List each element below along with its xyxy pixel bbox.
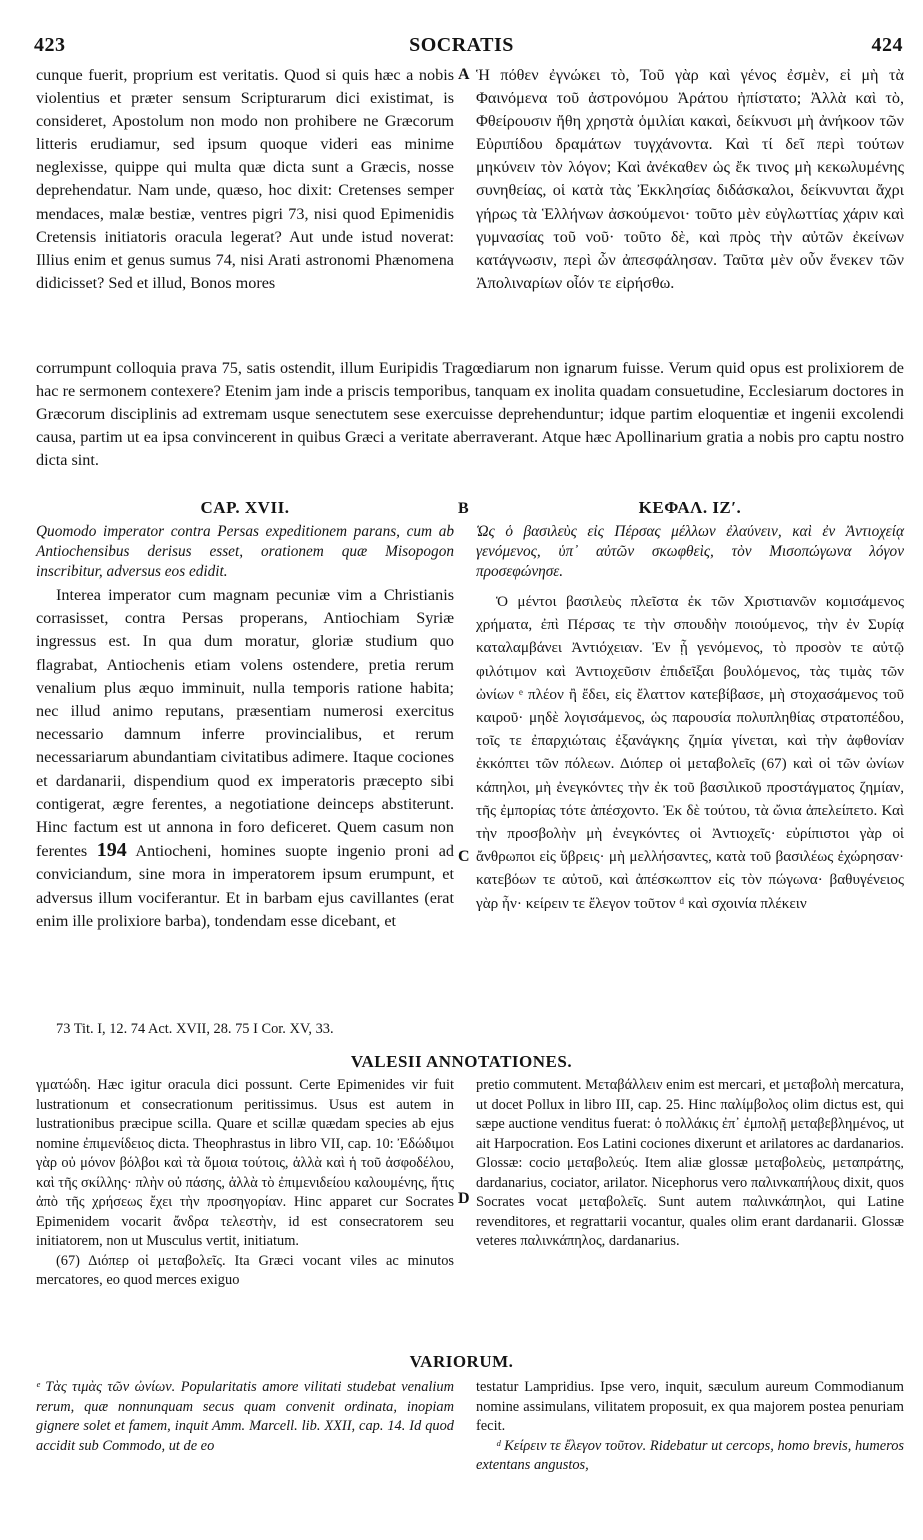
greek-chapter-text: Ὁ μέντοι βασιλεὺς πλεῖστα ἐκ τῶν Χριστιανῶν κομισάμενος χρήματα, ἐπὶ Πέρσας τε τὴν σπουδὴν ποιούμενος, τὴν ἐν Συρίᾳ καταλαμβάνει Ἀντιόχειαν. Ἐν ᾗ γενόμενος, τὸ προσὸν τε αὐτῷ φιλότιμον καὶ Ἀντιοχεῦσιν ἐπιδεῖξαι βουλόμενος, τὰς τιμὰς τῶν ὠνίων ᵉ πλέον ἢ ἔδει, εἰς ἔλαττον κατεβίβασε, μὴ στοχασάμενος τοῦ καιροῦ· μηδὲ λογισάμενος, ὡς παρουσία πολυπληθίας στρατοπέδου, τοῖς τε ἐπαρχιώταις ἐξανάγκης ζημία γίνεται, καὶ τὴν ἀφθονίαν ἐκκόπτει τῶν πόλεων. Διόπερ οἱ μεταβολεῖς (67) καὶ οἱ τῶν ὠνίων κάπηλοι, μὴ ἐνεγκόντες τὴν ἐκ τοῦ βασιλικοῦ προστάγματος ζημίαν, τῆς ἐμπορίας τότε ἀπέσχοντο. Ἐκ δὲ τούτου, τὰ ὤνια ἀπελείπετο. Καὶ τὴν προσβολὴν μὴ ἐνεγκόντες οἱ Ἀντιοχεῖς· εὐρίπιστοι γὰρ οἱ ἄνθρωποι εἰς ὕβρεις· μὴ μελλήσαντες, κατὰ τοῦ βασιλέως ἐχώρησαν· κατεβόων τε αὐτοῦ, καὶ ἀπέσκωπτον εἰς τὸν πώγωνα· βαθυγένειος γὰρ ἦν· κείρειν τε ἔλεγον τοῦτον ᵈ καὶ σχοινία πλέκειν bbox=[476, 593, 904, 912]
latin-full-text: corrumpunt colloquia prava 75, satis ostendit, illum Euripidis Tragœdiarum non ignarum fuisse. Verum quid opus est prolixiorem de hac re sermonem contexere? Etenim jam inde a priscis temporibus, tanquam ex inolita quadam consuetudine, Ecclesiarum doctores in Græcorum disciplinis ad extremam usque senectutem sese exercuisse deprehenduntur; idque partim eloquentiæ et ingenii excolendi causa, partim ut ea ipsa convincerent in quibus Græci a veritate aberraverant. Atque hæc Apollinarium gratia a nobis pro captu nostro dicta sint. bbox=[36, 359, 904, 470]
valesii-left-text: γματώδη. Hæc igitur oracula dici possunt. Certe Epimenides vir fuit lustrationum et consecrationum peritissimus. Usus est autem in lustrationibus præcipue scilla. Quare et scillæ quædam species ab ejus nomine ἐπιμενίδειος dicta. Theophrastus in libro VII, cap. 10: Ἐδώδιμοι γὰρ οὐ μόνον βόλβοι καὶ τὰ ὅμοια τούτοις, ἀλλὰ καὶ ἡ τοῦ ἀσφοδέλου, καὶ τῆς σκίλλης· πλὴν οὐ πάσης, ἀλλὰ τὸ ἐπιμενιδείου καλουμένης, ἥτις ἀπὸ τῆς χρήσεως ἔχει τὴν προσηγορίαν. Hinc apparet cur Socrates Epimenidem vocarit ἄνδρα τελεστὴν, id est consecratorem seu initiatorem, non ut Musculus vertit, initiatum. bbox=[36, 1077, 454, 1249]
variorum-left-text: ᵉ Τὰς τιμὰς τῶν ὠνίων. Popularitatis amore vilitati studebat venalium rerum, quæ nonnunquam secus quam convenit ordinata, inopiam gignere solet et famem, inquit Amm. Marcell. lib. XXII, cap. 14. Id quod accidit sub Commodo, ut de eo bbox=[36, 1379, 454, 1454]
variorum-left-column bbox=[36, 1378, 454, 1456]
greek-column-top bbox=[476, 64, 904, 295]
chapter-greek-heading: ΚΕΦΑΛ. ΙΖʹ. bbox=[638, 498, 742, 517]
greek-top-text: Ἡ πόθεν ἐγνώκει τὸ, Τοῦ γὰρ καὶ γένος ἐσμὲν, εἰ μὴ τὰ Φαινόμενα τοῦ ἀστρονόμου Ἀράτου ἠπίστατο; Ἀλλὰ καὶ τὸ, Φθείρουσιν ἤθη χρηστὰ ὁμιλίαι κακαὶ, δείκνυσι μὴ ἀνήκοον τῶν Εὐριπίδου δραμάτων τυγχάνοντα. Καὶ τί δεῖ περὶ τούτων μηκύνειν τὸν λόγον; Καὶ ἀνέκαθεν ὡς ἔκ τινος μὴ κεκωλυμένης συνηθείας, οἱ κατὰ τὰς Ἐκκλησίας διδάσκαλοι, δείκνυνται ἄχρι γήρως τὰ Ἑλλήνων ἀσκούμενοι· τοῦτο μὲν εὐγλωττίας χάριν καὶ γυμνασίας τοῦ νοῦ· τοῦτο δὲ, καὶ πρὸς τὴν αὐτῶν ἐκείνων κατάγνωσιν, περὶ ὧν ἀπεσφάλησαν. Ταῦτα μὲν οὖν ἕνεκεν τῶν Ἀπολιναρίων οἷόν τε εἰρήσθω. bbox=[476, 66, 904, 292]
valesii-right-column bbox=[476, 1076, 904, 1252]
valesii-heading: VALESII ANNOTATIONES. bbox=[350, 1052, 573, 1071]
left-page-number: 423 bbox=[34, 34, 66, 56]
valesii-left-note: (67) Διόπερ οἱ μεταβολεῖς. Ita Græci vocant viles ac minutos mercatores, eo quod merces exiguo bbox=[36, 1252, 454, 1288]
footnotes: 73 Tit. I, 12. 74 Act. XVII, 28. 75 I Cor. XV, 33. bbox=[56, 1021, 334, 1037]
greek-chapter bbox=[476, 522, 904, 915]
variorum-right-column bbox=[476, 1378, 904, 1476]
latin-top-text: cunque fuerit, proprium est veritatis. Quod si quis hæc a nobis violentius et præter sensum Scripturarum dici existimat, is consideret, Apostolum non modo non prohibere ne Græcorum litteris erudiamur, sed ipsum quoque videri eas minime neglexisse, quippe qui multa quæ dicta sunt a Græcis, nosse deprehendatur. Nam unde, quæso, hoc dixit: Cretenses semper mendaces, malæ bestiæ, ventres pigri 73, nisi quod Epimenidis Cretensis initiatoris oracula legerat? Aut unde istud noverat: Illius enim et genus sumus 74, nisi Arati astronomi Phænomena didicisset? Sed et illud, Bonos mores bbox=[36, 66, 454, 292]
running-title: SOCRATIS bbox=[409, 34, 514, 56]
latin-chapter-text: Interea imperator cum magnam pecuniæ vim a Christianis corrasisset, contra Persas properans, Antiochiam Syriæ ingressus est. In qua dum moratur, gloriæ studium quo flagrabat, Antiochenis etiam volens ostendere, pretia rerum venalium plus æquo imminuit, nulla temporis ratione habita; nec illud animo reputans, præsentiam numerosi exercitus necessario damnum inferre provincialibus, et rerum necessariarum abundantiam civitatibus adimere. Itaque cociones et dardanarii, dispendium quod ex imperatoris præcepto sibi contigerat, ægre ferentes, a negotiatione deinceps abstiterunt. Hinc factum est ut annona in foro deficeret. Quem casum non ferentes bbox=[36, 586, 454, 861]
marker-a: A bbox=[458, 66, 470, 83]
variorum-right-note: ᵈ Κείρειν τε ἔλεγον τοῦτον. Ridebatur ut cercops, homo brevis, humeros extentans angustos, bbox=[476, 1437, 904, 1473]
latin-chapter-text-after: Antiocheni, homines suopte ingenio proni ad conviciandum, sine mora in imperatorem ipsum erumpunt, et adversus illum vociferantur. Et in barbam ejus cavillantes (erat enim ille prolixiore barba), tondendam esse dicebant, et bbox=[36, 842, 455, 930]
latin-column-top bbox=[36, 64, 454, 295]
marker-c: C bbox=[458, 848, 470, 865]
marker-b: B bbox=[458, 500, 469, 517]
valesii-right-text: pretio commutent. Μεταβάλλειν enim est mercari, et μεταβολὴ mercatura, ut docet Pollux in libro III, cap. 25. Hinc παλίμβολος olim dictus est, qui sæpe auctione venditus fuerat: ὁ πολλάκις ἐπ᾽ ἐμπολῇ μεταβεβλημένος, ut ait Harpocration. Eos Latini cociones dixerunt et arilatores ac dardanarios. Glossæ: cocio μεταβολεύς. Item aliæ glossæ μεταβολεὺς, μεταπράτης, dardanarius, cociator, arilator. Nicephorus vero παλινκαπήλους dixit, quos Socrates vocat μεταβολεῖς. Sunt autem παλινκάπηλοι, qui Latine revenditores, et regrattarii vocantur, quales olim erant dardanarii. Glossæ veteres παλινκάπηλος, dardanarius. bbox=[476, 1077, 904, 1249]
latin-full-width bbox=[36, 357, 904, 472]
column-number: 194 bbox=[96, 839, 127, 862]
valesii-left-column bbox=[36, 1076, 454, 1291]
variorum-heading: VARIORUM. bbox=[409, 1352, 514, 1371]
latin-chapter bbox=[36, 522, 454, 933]
latin-chapter-summary: Quomodo imperator contra Persas expeditionem parans, cum ab Antiochensibus derisus esset, orationem quæ Misopogon inscribitur, adversus eos edidit. bbox=[36, 523, 454, 580]
greek-chapter-summary: Ὡς ὁ βασιλεὺς εἰς Πέρσας μέλλων ἐλαύνειν, καὶ ἐν Ἀντιοχείᾳ γενόμενος, ὑπ᾽ αὐτῶν σκωφθεὶς, τὸν Μισοπώγωνα λόγον προσεφώνησε. bbox=[476, 523, 904, 580]
chapter-latin-heading: CAP. XVII. bbox=[200, 498, 290, 517]
right-page-number: 424 bbox=[871, 34, 903, 56]
variorum-right-text: testatur Lampridius. Ipse vero, inquit, sæculum aureum Commodianum nomine assimulans, vilitatem proposuit, ex qua majorem postea penuriam fecit. bbox=[476, 1379, 904, 1434]
marker-d: D bbox=[458, 1190, 470, 1207]
